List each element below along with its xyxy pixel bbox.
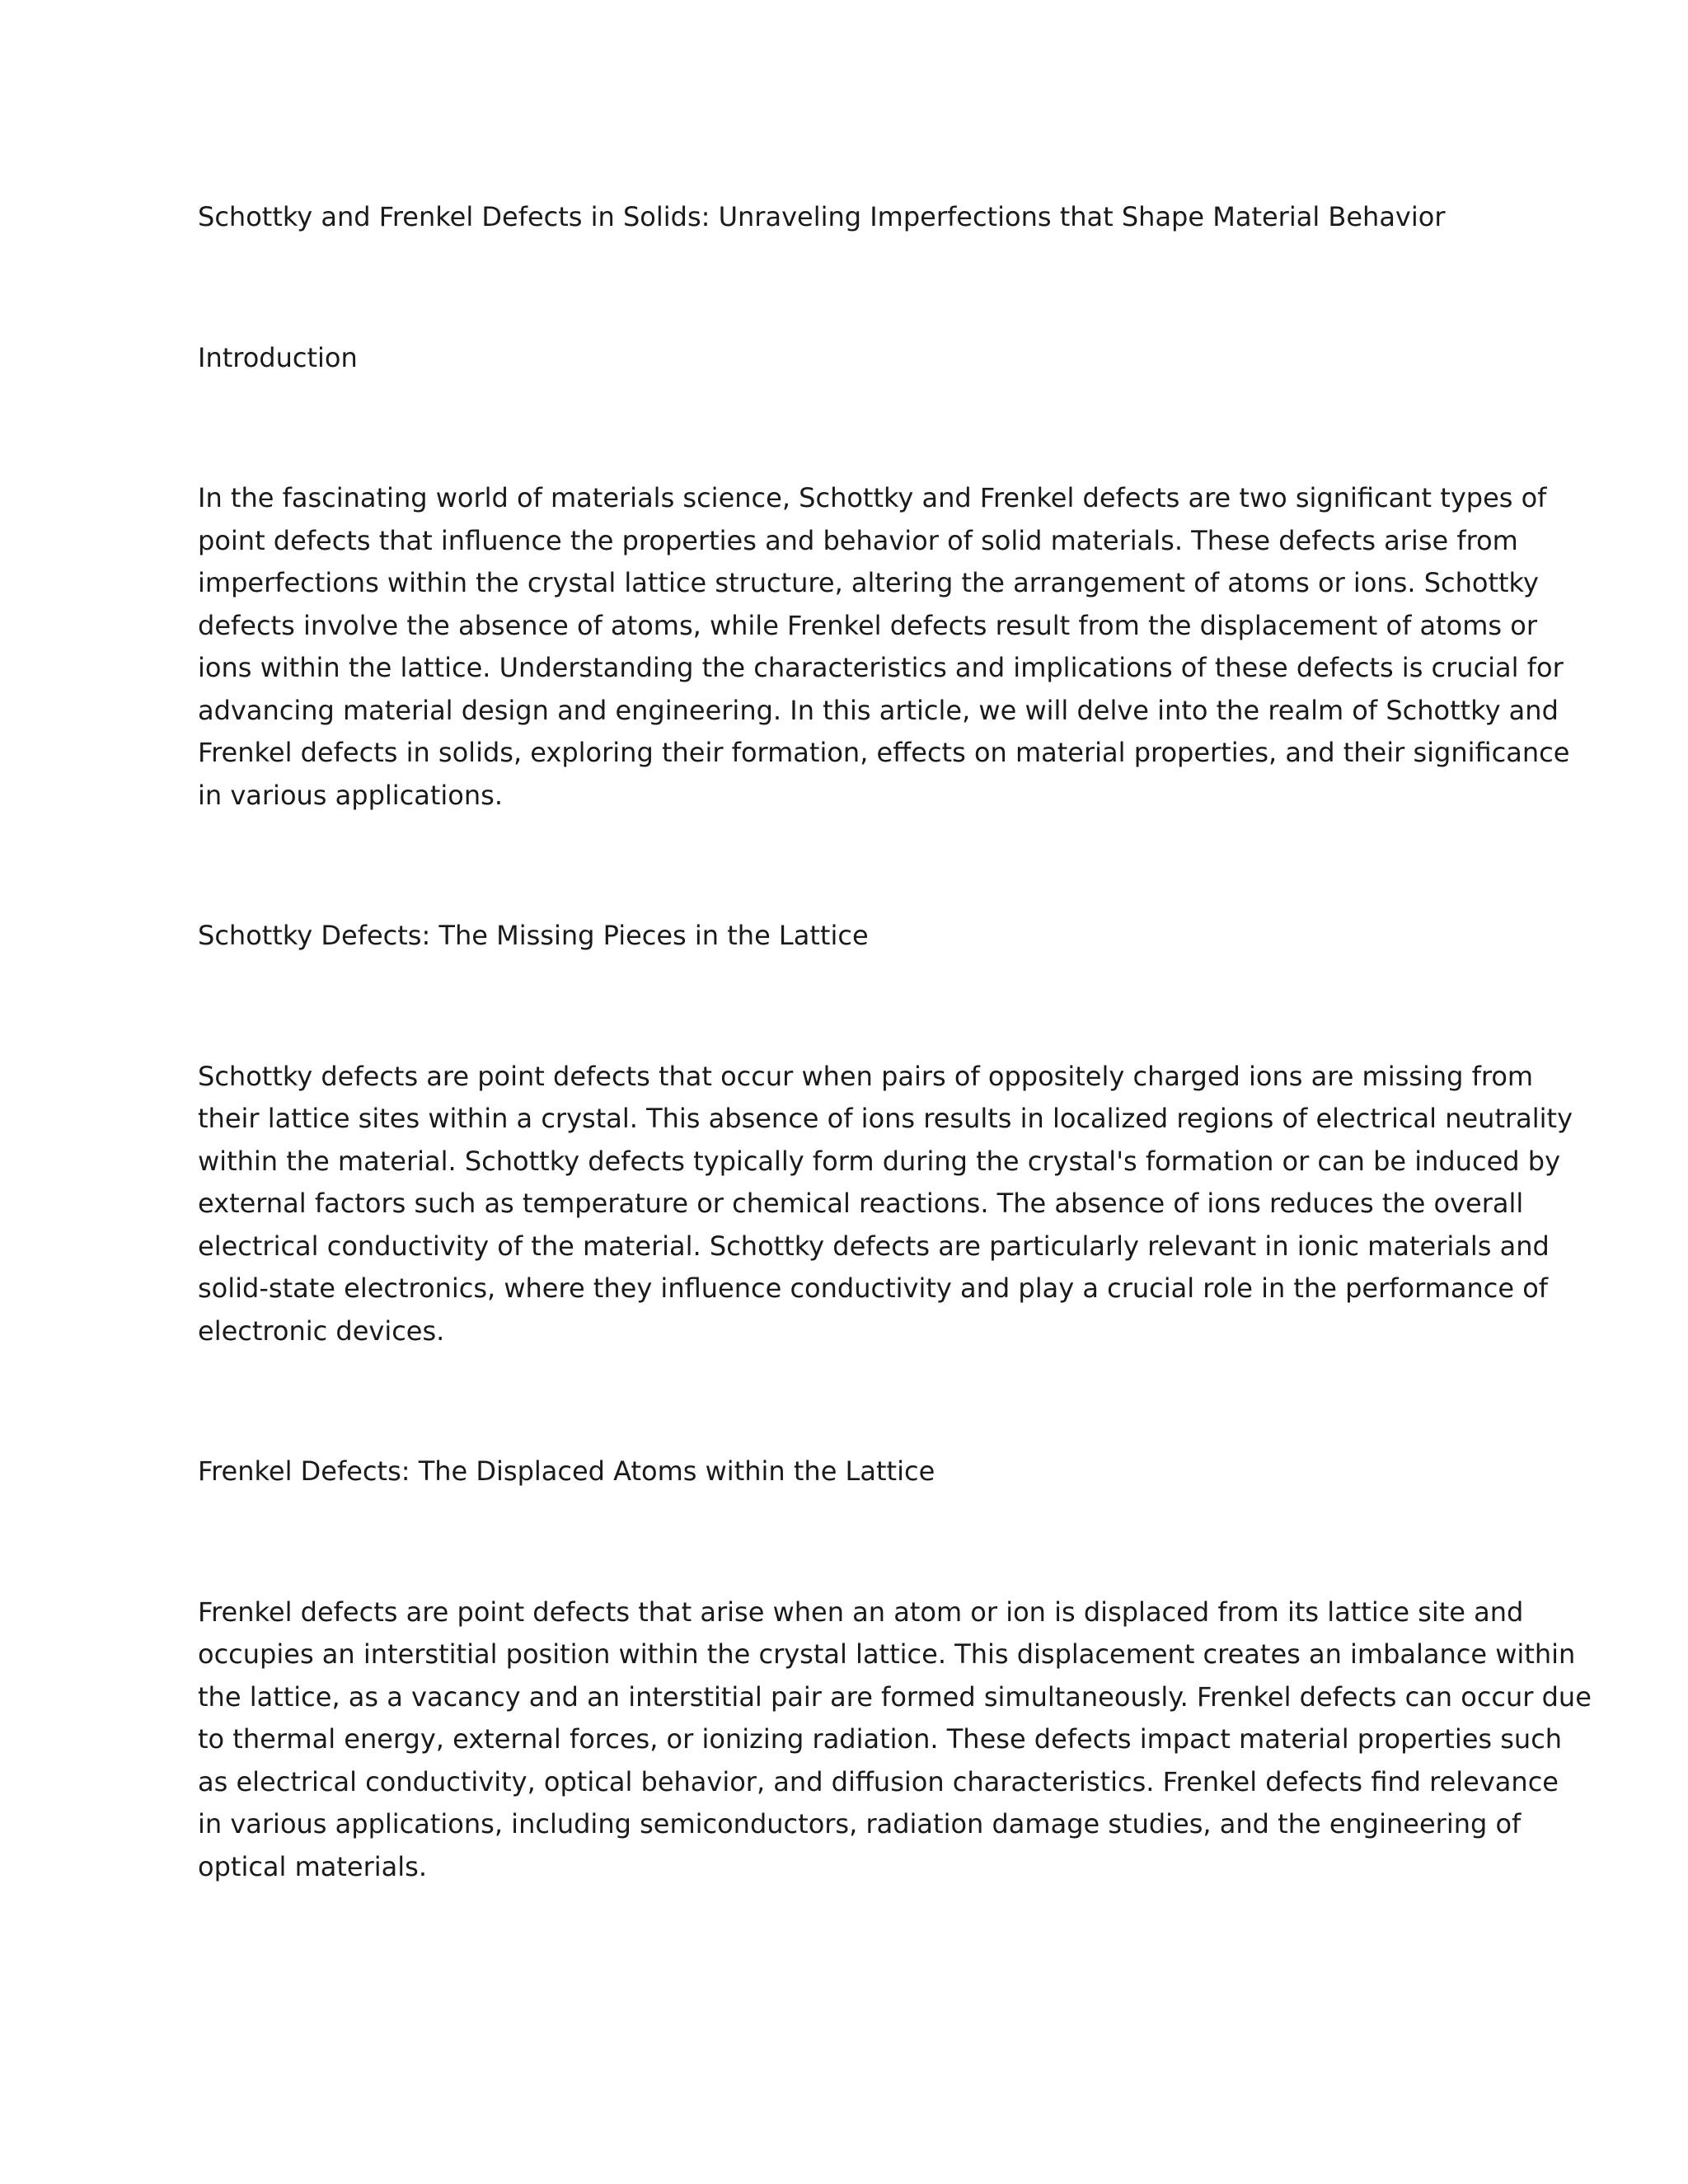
section-heading-frenkel: Frenkel Defects: The Displaced Atoms within the Lattice <box>198 1455 935 1487</box>
paragraph-line: external factors such as temperature or chemical reactions. The absence of ions reduces the overall <box>198 1188 1524 1219</box>
paragraph-line: electronic devices. <box>198 1315 445 1347</box>
paragraph-line: to thermal energy, external forces, or ionizing radiation. These defects impact material properties such <box>198 1723 1563 1755</box>
paragraph-line: advancing material design and engineering. In this article, we will delve into the realm of Schottky and <box>198 694 1559 726</box>
document-body <box>198 196 1592 1986</box>
paragraph-line: in various applications. <box>198 779 503 811</box>
paragraph-line: point defects that influence the properties and behavior of solid materials. These defects arise from <box>198 524 1518 556</box>
paragraph-line: optical materials. <box>198 1850 427 1882</box>
paragraph-line: within the material. Schottky defects typically form during the crystal's formation or can be induced by <box>198 1145 1561 1177</box>
paragraph-line: as electrical conductivity, optical behavior, and diffusion characteristics. Frenkel defects find relevance <box>198 1765 1559 1797</box>
paragraph-line: Frenkel defects are point defects that arise when an atom or ion is displaced from its lattice site and <box>198 1596 1524 1628</box>
paragraph-line: electrical conductivity of the material. Schottky defects are particularly relevant in ionic materials and <box>198 1230 1550 1262</box>
paragraph-frenkel <box>198 1591 1592 1889</box>
paragraph-schottky <box>198 1056 1573 1353</box>
paragraph-line: solid-state electronics, where they influence conductivity and play a crucial role in the performance of <box>198 1272 1549 1304</box>
section-heading-introduction: Introduction <box>198 341 358 373</box>
paragraph-line: their lattice sites within a crystal. This absence of ions results in localized regions of electrical neutrality <box>198 1103 1573 1134</box>
section-heading-schottky: Schottky Defects: The Missing Pieces in the Lattice <box>198 920 869 951</box>
paragraph-line: in various applications, including semiconductors, radiation damage studies, and the engineering of <box>198 1808 1522 1840</box>
paragraph-line: imperfections within the crystal lattice structure, altering the arrangement of atoms or ions. Schottky <box>198 567 1539 598</box>
paragraph-line: occupies an interstitial position within the crystal lattice. This displacement creates an imbalance within <box>198 1638 1576 1670</box>
paragraph-line: the lattice, as a vacancy and an interstitial pair are formed simultaneously. Frenkel defects can occur due <box>198 1680 1592 1713</box>
paragraph-line: defects involve the absence of atoms, while Frenkel defects result from the displacement of atoms or <box>198 609 1537 641</box>
paragraph-line: ions within the lattice. Understanding the characteristics and implications of these defects is crucial for <box>198 652 1564 683</box>
paragraph-line: Schottky defects are point defects that occur when pairs of oppositely charged ions are missing from <box>198 1060 1534 1092</box>
paragraph-line: Frenkel defects in solids, exploring their formation, effects on material properties, and their significance <box>198 737 1570 768</box>
document-title: Schottky and Frenkel Defects in Solids: Unraveling Imperfections that Shape Material Behavior <box>198 201 1446 232</box>
paragraph-introduction <box>198 477 1570 817</box>
paragraph-line: In the fascinating world of materials science, Schottky and Frenkel defects are two significant types of <box>198 482 1547 513</box>
